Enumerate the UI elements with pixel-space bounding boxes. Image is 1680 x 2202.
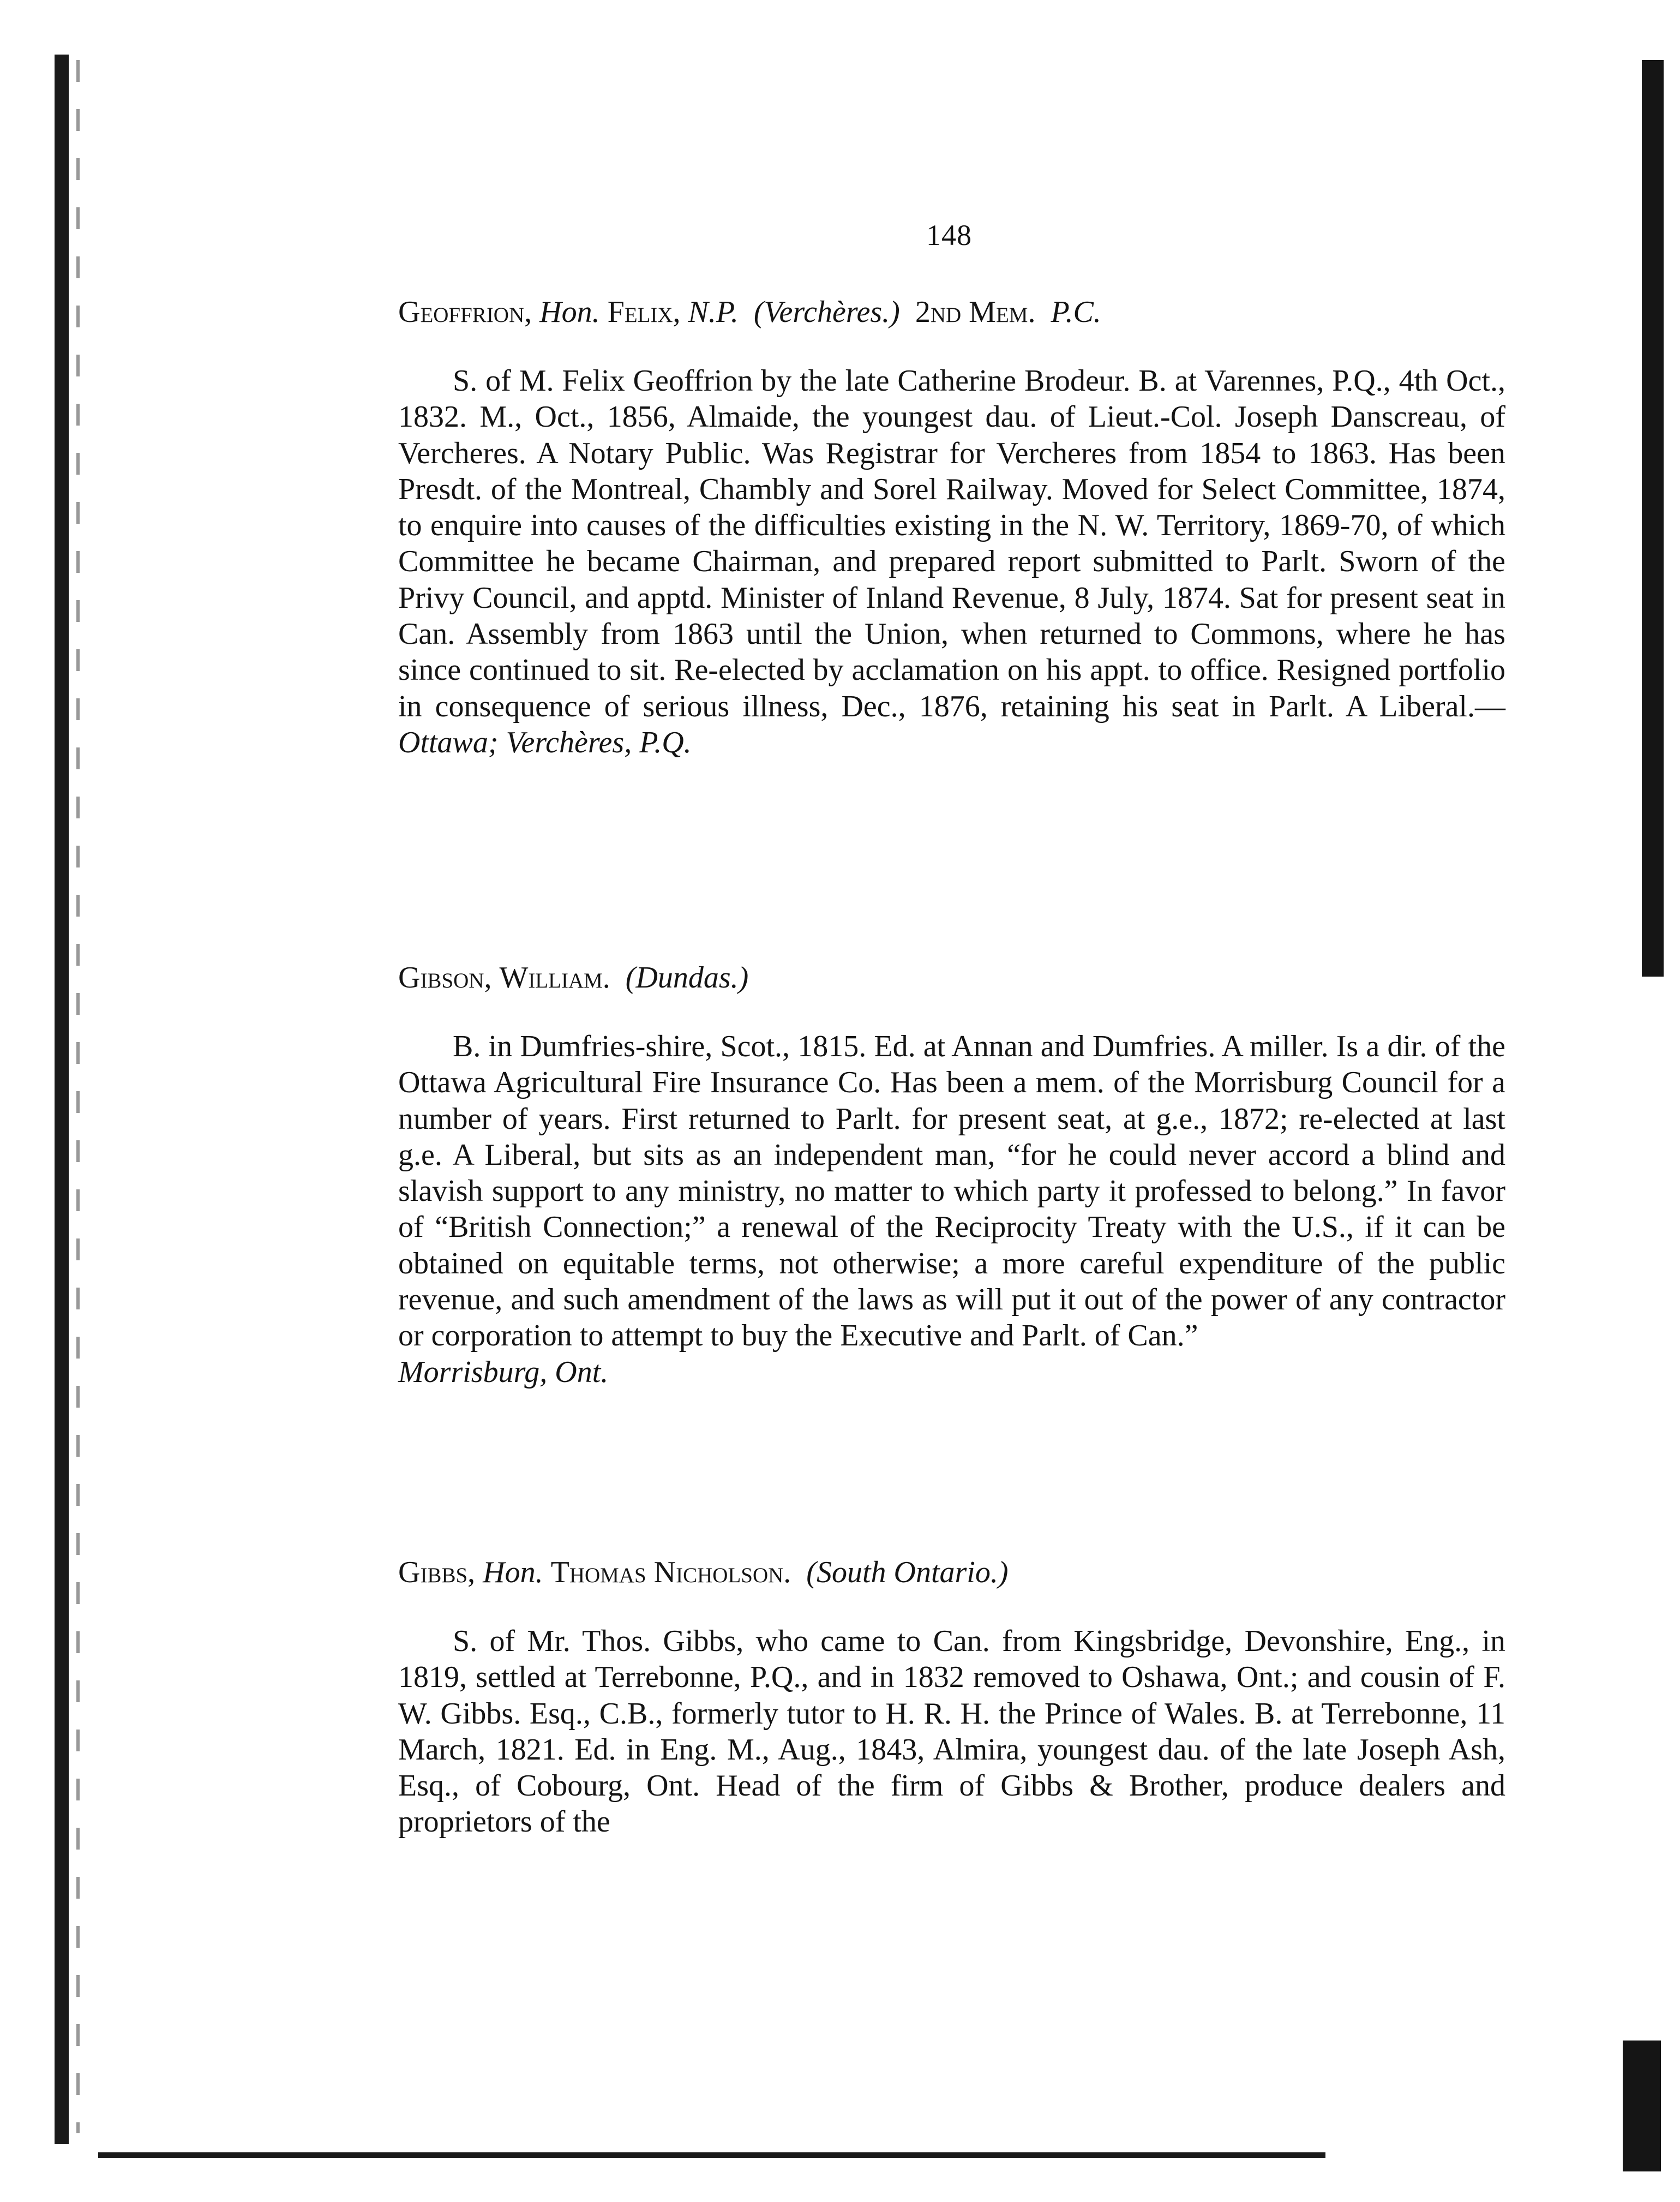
entry-heading-geoffrion: Geoffrion, Hon. Felix, N.P. (Verchères.) 2nd Mem. P.C.: [398, 295, 1101, 329]
entry-body-text: S. of Mr. Thos. Gibbs, who came to Can. from Kingsbridge, Devonshire, Eng., in 1819, settled at Terrebonne, P.Q., and in 1832 removed to Oshawa, Ont.; and cousin of F. W. Gibbs. Esq., C.B., formerly tutor to H. R. H. the Prince of Wales. B. at Terrebonne, 11 March, 1821. Ed. in Eng. M., Aug., 1843, Almira, youngest dau. of the late Joseph Ash, Esq., of Cobourg, Ont. Head of the firm of Gibbs & Brother, produce dealers and proprietors of the: [398, 1624, 1505, 1839]
entry-body-text: B. in Dumfries-shire, Scot., 1815. Ed. at Annan and Dumfries. A miller. Is a dir. of the Ottawa Agricultural Fire Insurance Co. Has been a mem. of the Morrisburg Council for a number of years. First returned to Parlt. for present seat, at g.e., 1872; re-elected at last g.e. A Liberal, but sits as an independent man, “for he could never accord a blind and slavish support to any ministry, no matter to which party it professed to belong.” In favor of “British Connection;” a renewal of the Reciprocity Treaty with the U.S., if it can be obtained on equitable terms, not otherwise; a more careful expenditure of the public revenue, and such amendment of the laws as will put it out of the power of any contractor or corporation to attempt to buy the Executive and Parlt. of Can.”: [398, 1030, 1505, 1353]
entry-given-name: Felix: [607, 295, 673, 329]
entry-riding: (South Ontario.): [806, 1555, 1009, 1589]
entry-given-name: Thomas Nicholson.: [550, 1555, 791, 1589]
entry-heading-gibbs: Gibbs, Hon. Thomas Nicholson. (South Ontario.): [398, 1555, 1009, 1589]
entry-honorific: Hon.: [539, 295, 600, 329]
entry-body-gibbs: [398, 1623, 1505, 1840]
entry-surname: Gibson: [398, 961, 484, 995]
entry-heading-gibson: Gibson, William. (Dundas.): [398, 961, 749, 995]
entry-council: P.C.: [1051, 295, 1101, 329]
entry-body-text: S. of M. Felix Geoffrion by the late Catherine Brodeur. B. at Varennes, P.Q., 4th Oct., 1832. M., Oct., 1856, Almaide, the youngest dau. of Lieut.-Col. Joseph Danscreau, of Vercheres. A Notary Public. Was Registrar for Vercheres from 1854 to 1863. Has been Presdt. of the Montreal, Chambly and Sorel Railway. Moved for Select Committee, 1874, to enquire into causes of the difficulties existing in the N. W. Territory, 1869-70, of which Committee he became Chairman, and prepared report submitted to Parlt. Sworn of the Privy Council, and apptd. Minister of Inland Revenue, 8 July, 1874. Sat for present seat in Can. Assembly from 1863 until the Union, when returned to Commons, where he has since continued to sit. Re-elected by acclamation on his appt. to office. Resigned portfolio in consequence of serious illness, Dec., 1876, retaining his seat in Parlt. A Liberal.—: [398, 364, 1505, 723]
entry-surname: Gibbs: [398, 1555, 468, 1589]
entry-body-gibson: [398, 1028, 1505, 1390]
entry-body-geoffrion: [398, 363, 1505, 761]
entry-member-note: 2nd Mem.: [915, 295, 1036, 329]
entry-address: Morrisburg, Ont.: [398, 1355, 609, 1389]
page-edge-shadow-right-lower: [1623, 2041, 1661, 2171]
entry-address: Ottawa; Verchères, P.Q.: [398, 725, 692, 759]
entry-riding: (Verchères.): [753, 295, 900, 329]
entry-surname: Geoffrion: [398, 295, 525, 329]
page-edge-shadow-left: [55, 55, 69, 2144]
entry-honorific: Hon.: [483, 1555, 543, 1589]
page-edge-noise-left: [76, 60, 80, 2133]
page-number: 148: [926, 219, 972, 252]
page-edge-line-bottom: [98, 2152, 1325, 2158]
page-edge-shadow-right: [1642, 60, 1664, 977]
entry-given-name: William.: [499, 961, 610, 995]
entry-credential: N.P.: [688, 295, 739, 329]
entry-riding: (Dundas.): [625, 961, 749, 995]
